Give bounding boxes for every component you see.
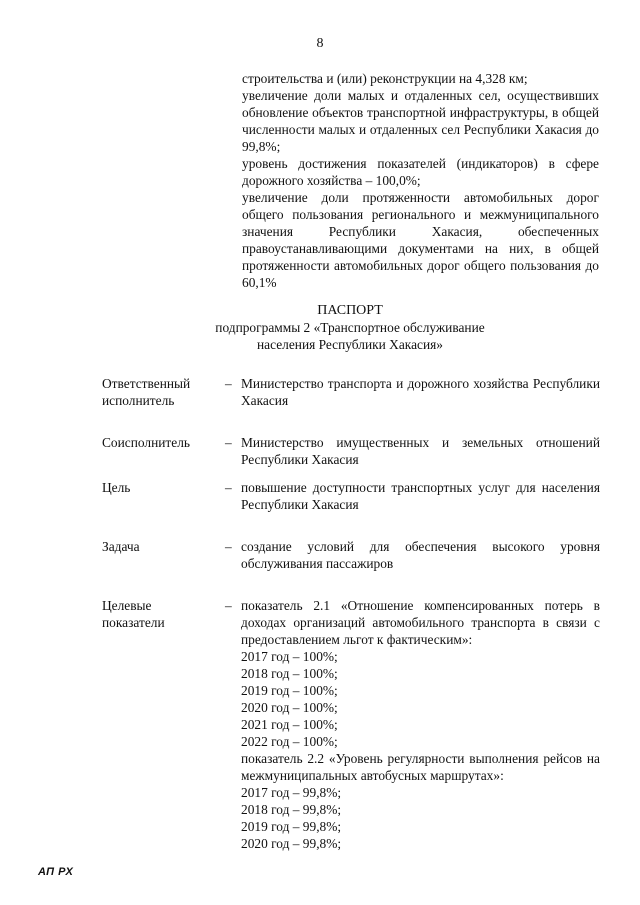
indicator-year-value: 2019 год – 100%; xyxy=(241,683,338,698)
indicator-year-value: 2020 год – 100%; xyxy=(241,700,338,715)
row-value-line: Министерство транспорта и дорожного хозяйства Республики Хакасия xyxy=(241,376,600,408)
row-dash: – xyxy=(225,480,232,495)
indicator-description: показатель 2.1 «Отношение компенсированных потерь в доходах организаций автомобильного транспорта в связи с предоставлением льгот к фактическим»: xyxy=(241,598,600,647)
intro-paragraph: строительства и (или) реконструкции на 4,328 км; xyxy=(242,71,528,86)
passport-subtitle-line2: населения Республики Хакасия» xyxy=(257,337,443,352)
indicator-year-value: 2021 год – 100%; xyxy=(241,717,338,732)
row-label: Целевые показатели xyxy=(102,598,165,630)
passport-subtitle-line1: подпрограммы 2 «Транспортное обслуживание xyxy=(215,320,485,335)
indicator-description: показатель 2.2 «Уровень регулярности выполнения рейсов на межмуниципальных автобусных маршрутах»: xyxy=(241,751,600,783)
row-label: Соисполнитель xyxy=(102,435,191,450)
indicator-year-value: 2018 год – 100%; xyxy=(241,666,338,681)
row-value xyxy=(241,597,600,852)
row-value-line: повышение доступности транспортных услуг для населения Республики Хакасия xyxy=(241,480,600,512)
row-label: Задача xyxy=(102,539,140,554)
intro-paragraph: увеличение доли протяженности автомобильных дорог общего пользования регионального и межмуниципального значения Республики Хакасия, обеспеченных правоустанавливающими документами на них, в общей протяженности автомобильных дорог общего пользования до 60,1% xyxy=(242,190,599,290)
row-dash: – xyxy=(225,376,232,391)
passport-header xyxy=(150,302,550,353)
passport-title: ПАСПОРТ xyxy=(317,303,383,318)
row-dash: – xyxy=(225,598,232,613)
row-value-line: создание условий для обеспечения высокого уровня обслуживания пассажиров xyxy=(241,539,600,571)
footer-stamp-mark: АП РХ xyxy=(38,866,74,878)
indicator-year-value: 2020 год – 99,8%; xyxy=(241,836,342,851)
indicator-year-value: 2017 год – 99,8%; xyxy=(241,785,342,800)
indicator-year-value: 2018 год – 99,8%; xyxy=(241,802,342,817)
intro-text xyxy=(242,70,599,291)
page-number: 8 xyxy=(316,36,324,51)
row-value-line: Министерство имущественных и земельных отношений Республики Хакасия xyxy=(241,435,600,467)
row-label: Ответственный исполнитель xyxy=(102,376,191,408)
row-dash: – xyxy=(225,435,232,450)
row-value xyxy=(241,538,600,572)
indicator-year-value: 2019 год – 99,8%; xyxy=(241,819,342,834)
indicator-year-value: 2022 год – 100%; xyxy=(241,734,338,749)
row-value xyxy=(241,375,600,409)
row-label: Цель xyxy=(102,480,131,495)
row-dash: – xyxy=(225,539,232,554)
row-value xyxy=(241,434,600,468)
intro-paragraph: уровень достижения показателей (индикаторов) в сфере дорожного хозяйства – 100,0%; xyxy=(242,156,599,188)
indicator-year-value: 2017 год – 100%; xyxy=(241,649,338,664)
intro-paragraph: увеличение доли малых и отдаленных сел, осуществивших обновление объектов транспортной инфраструктуры, в общей численности малых и отдаленных сел Республики Хакасия до 99,8%; xyxy=(242,88,599,154)
row-value xyxy=(241,479,600,513)
